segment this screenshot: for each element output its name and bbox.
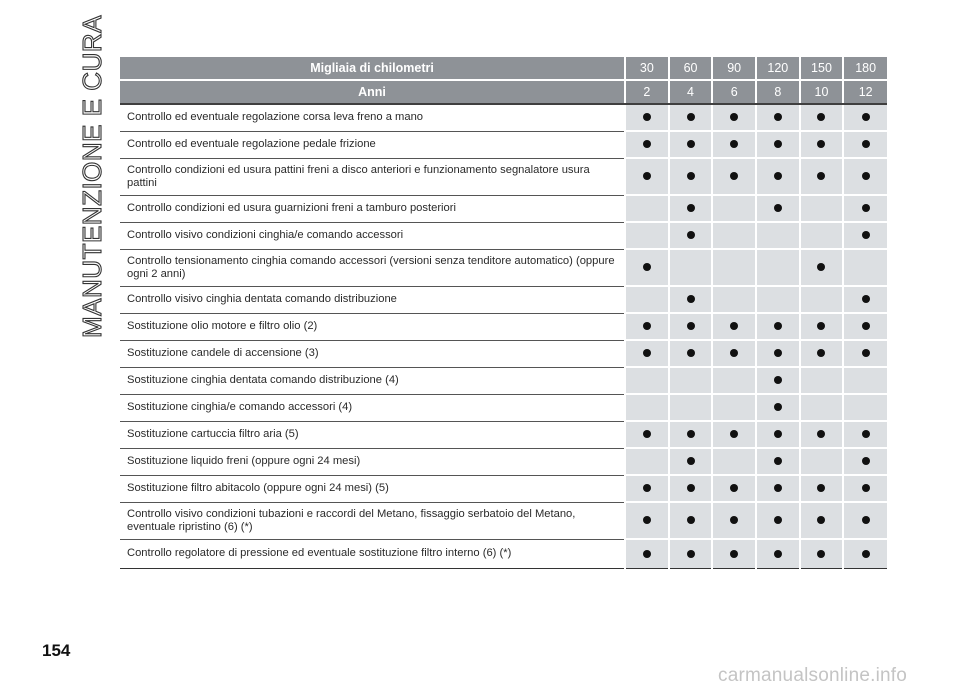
interval-cell	[712, 131, 756, 158]
header-km-value: 60	[669, 57, 713, 80]
interval-cell	[669, 502, 713, 539]
required-dot-icon	[774, 457, 782, 465]
required-dot-icon	[774, 349, 782, 357]
interval-cell	[625, 131, 669, 158]
interval-cell	[843, 195, 887, 222]
interval-cell	[756, 448, 800, 475]
required-dot-icon	[862, 140, 870, 148]
interval-cell	[800, 313, 844, 340]
interval-cell	[800, 286, 844, 313]
required-dot-icon	[817, 516, 825, 524]
maintenance-item-label: Controllo ed eventuale regolazione corsa leva freno a mano	[120, 104, 625, 131]
interval-cell	[843, 367, 887, 394]
interval-cell	[712, 313, 756, 340]
interval-cell	[669, 340, 713, 367]
required-dot-icon	[687, 550, 695, 558]
interval-cell	[669, 539, 713, 568]
interval-cell	[800, 249, 844, 286]
header-years-label: Anni	[120, 80, 625, 104]
maintenance-item-label: Controllo visivo condizioni cinghia/e comando accessori	[120, 222, 625, 249]
required-dot-icon	[774, 140, 782, 148]
required-dot-icon	[774, 550, 782, 558]
interval-cell	[843, 222, 887, 249]
interval-cell	[712, 367, 756, 394]
interval-cell	[800, 539, 844, 568]
required-dot-icon	[817, 349, 825, 357]
interval-cell	[800, 340, 844, 367]
section-side-title	[72, 14, 112, 338]
required-dot-icon	[817, 113, 825, 121]
interval-cell	[756, 367, 800, 394]
required-dot-icon	[687, 113, 695, 121]
interval-cell	[712, 249, 756, 286]
required-dot-icon	[687, 484, 695, 492]
interval-cell	[756, 195, 800, 222]
required-dot-icon	[643, 172, 651, 180]
interval-cell	[625, 222, 669, 249]
required-dot-icon	[643, 550, 651, 558]
interval-cell	[843, 502, 887, 539]
header-year-value: 10	[800, 80, 844, 104]
interval-cell	[712, 394, 756, 421]
interval-cell	[843, 448, 887, 475]
interval-cell	[669, 104, 713, 131]
header-km-value: 150	[800, 57, 844, 80]
header-km-value: 30	[625, 57, 669, 80]
interval-cell	[625, 475, 669, 502]
interval-cell	[712, 340, 756, 367]
required-dot-icon	[862, 231, 870, 239]
required-dot-icon	[862, 484, 870, 492]
maintenance-item-label: Sostituzione cartuccia filtro aria (5)	[120, 421, 625, 448]
required-dot-icon	[862, 550, 870, 558]
interval-cell	[843, 286, 887, 313]
interval-cell	[669, 195, 713, 222]
interval-cell	[625, 249, 669, 286]
maintenance-item-label: Sostituzione olio motore e filtro olio (2)	[120, 313, 625, 340]
interval-cell	[625, 340, 669, 367]
interval-cell	[756, 222, 800, 249]
interval-cell	[843, 421, 887, 448]
interval-cell	[712, 195, 756, 222]
interval-cell	[756, 286, 800, 313]
table-row	[120, 313, 887, 340]
required-dot-icon	[730, 113, 738, 121]
table-row	[120, 367, 887, 394]
required-dot-icon	[643, 322, 651, 330]
interval-cell	[625, 286, 669, 313]
header-year-value: 4	[669, 80, 713, 104]
interval-cell	[756, 313, 800, 340]
interval-cell	[625, 539, 669, 568]
interval-cell	[712, 539, 756, 568]
required-dot-icon	[862, 322, 870, 330]
schedule-body	[120, 104, 887, 568]
table-row	[120, 104, 887, 131]
interval-cell	[669, 448, 713, 475]
interval-cell	[712, 421, 756, 448]
required-dot-icon	[643, 516, 651, 524]
table-row	[120, 222, 887, 249]
required-dot-icon	[817, 550, 825, 558]
header-year-value: 12	[843, 80, 887, 104]
section-title-text: MANUTENZIONE E CURA	[76, 14, 107, 338]
required-dot-icon	[817, 172, 825, 180]
maintenance-item-label: Controllo condizioni ed usura guarnizioni freni a tamburo posteriori	[120, 195, 625, 222]
interval-cell	[756, 340, 800, 367]
interval-cell	[800, 502, 844, 539]
required-dot-icon	[817, 263, 825, 271]
required-dot-icon	[862, 295, 870, 303]
required-dot-icon	[862, 430, 870, 438]
interval-cell	[669, 222, 713, 249]
interval-cell	[800, 195, 844, 222]
interval-cell	[712, 158, 756, 195]
header-year-value: 8	[756, 80, 800, 104]
interval-cell	[756, 249, 800, 286]
header-year-value: 2	[625, 80, 669, 104]
interval-cell	[800, 394, 844, 421]
header-km-value: 90	[712, 57, 756, 80]
required-dot-icon	[643, 140, 651, 148]
interval-cell	[756, 421, 800, 448]
maintenance-item-label: Sostituzione liquido freni (oppure ogni 24 mesi)	[120, 448, 625, 475]
maintenance-item-label: Controllo visivo cinghia dentata comando distribuzione	[120, 286, 625, 313]
table-row	[120, 421, 887, 448]
interval-cell	[756, 539, 800, 568]
header-row-km	[120, 57, 887, 80]
table-row	[120, 286, 887, 313]
page-number: 154	[42, 641, 71, 660]
maintenance-item-label: Sostituzione candele di accensione (3)	[120, 340, 625, 367]
interval-cell	[843, 539, 887, 568]
interval-cell	[756, 158, 800, 195]
table-row	[120, 475, 887, 502]
required-dot-icon	[730, 349, 738, 357]
interval-cell	[625, 421, 669, 448]
interval-cell	[712, 222, 756, 249]
required-dot-icon	[774, 484, 782, 492]
interval-cell	[669, 394, 713, 421]
required-dot-icon	[687, 231, 695, 239]
interval-cell	[800, 222, 844, 249]
interval-cell	[800, 104, 844, 131]
interval-cell	[800, 421, 844, 448]
required-dot-icon	[730, 322, 738, 330]
required-dot-icon	[730, 550, 738, 558]
interval-cell	[712, 502, 756, 539]
table-row	[120, 131, 887, 158]
table-row	[120, 448, 887, 475]
required-dot-icon	[862, 349, 870, 357]
table-row	[120, 539, 887, 568]
required-dot-icon	[862, 172, 870, 180]
header-km-label: Migliaia di chilometri	[120, 57, 625, 80]
table-row	[120, 158, 887, 195]
table-row	[120, 249, 887, 286]
interval-cell	[712, 448, 756, 475]
required-dot-icon	[687, 322, 695, 330]
required-dot-icon	[774, 430, 782, 438]
maintenance-item-label: Controllo condizioni ed usura pattini freni a disco anteriori e funzionamento segnalatore usura pattini	[120, 158, 625, 195]
interval-cell	[843, 131, 887, 158]
maintenance-item-label: Controllo tensionamento cinghia comando accessori (versioni senza tenditore automatico) (oppure ogni 2 anni)	[120, 249, 625, 286]
interval-cell	[843, 394, 887, 421]
interval-cell	[800, 475, 844, 502]
interval-cell	[625, 313, 669, 340]
required-dot-icon	[730, 516, 738, 524]
interval-cell	[800, 448, 844, 475]
required-dot-icon	[643, 349, 651, 357]
required-dot-icon	[687, 349, 695, 357]
table-row	[120, 195, 887, 222]
interval-cell	[712, 286, 756, 313]
interval-cell	[625, 195, 669, 222]
required-dot-icon	[817, 322, 825, 330]
interval-cell	[800, 158, 844, 195]
maintenance-item-label: Sostituzione cinghia/e comando accessori (4)	[120, 394, 625, 421]
required-dot-icon	[730, 140, 738, 148]
maintenance-schedule-table	[120, 57, 887, 569]
interval-cell	[712, 475, 756, 502]
watermark-text: carmanualsonline.info	[718, 665, 908, 686]
maintenance-item-label: Controllo ed eventuale regolazione pedale frizione	[120, 131, 625, 158]
interval-cell	[625, 104, 669, 131]
interval-cell	[669, 131, 713, 158]
interval-cell	[756, 131, 800, 158]
interval-cell	[800, 367, 844, 394]
maintenance-item-label: Controllo visivo condizioni tubazioni e raccordi del Metano, fissaggio serbatoio del Metano, eventuale ripristino (6) (*)	[120, 502, 625, 539]
header-row-years	[120, 80, 887, 104]
interval-cell	[625, 502, 669, 539]
header-km-value: 180	[843, 57, 887, 80]
required-dot-icon	[774, 403, 782, 411]
interval-cell	[756, 104, 800, 131]
required-dot-icon	[643, 430, 651, 438]
required-dot-icon	[862, 516, 870, 524]
table-row	[120, 394, 887, 421]
maintenance-item-label: Sostituzione cinghia dentata comando distribuzione (4)	[120, 367, 625, 394]
required-dot-icon	[774, 376, 782, 384]
required-dot-icon	[817, 430, 825, 438]
interval-cell	[712, 104, 756, 131]
required-dot-icon	[862, 204, 870, 212]
interval-cell	[843, 313, 887, 340]
interval-cell	[843, 104, 887, 131]
required-dot-icon	[643, 263, 651, 271]
interval-cell	[625, 394, 669, 421]
required-dot-icon	[817, 140, 825, 148]
required-dot-icon	[687, 140, 695, 148]
required-dot-icon	[687, 295, 695, 303]
interval-cell	[669, 475, 713, 502]
interval-cell	[669, 313, 713, 340]
required-dot-icon	[774, 322, 782, 330]
header-km-value: 120	[756, 57, 800, 80]
interval-cell	[625, 448, 669, 475]
interval-cell	[625, 158, 669, 195]
maintenance-item-label: Sostituzione filtro abitacolo (oppure ogni 24 mesi) (5)	[120, 475, 625, 502]
required-dot-icon	[862, 113, 870, 121]
interval-cell	[669, 249, 713, 286]
required-dot-icon	[817, 484, 825, 492]
interval-cell	[625, 367, 669, 394]
required-dot-icon	[687, 430, 695, 438]
required-dot-icon	[774, 516, 782, 524]
required-dot-icon	[687, 516, 695, 524]
interval-cell	[756, 394, 800, 421]
interval-cell	[669, 286, 713, 313]
interval-cell	[843, 340, 887, 367]
required-dot-icon	[774, 204, 782, 212]
interval-cell	[843, 475, 887, 502]
required-dot-icon	[643, 484, 651, 492]
required-dot-icon	[687, 204, 695, 212]
interval-cell	[843, 249, 887, 286]
interval-cell	[756, 475, 800, 502]
required-dot-icon	[774, 172, 782, 180]
required-dot-icon	[643, 113, 651, 121]
required-dot-icon	[687, 172, 695, 180]
interval-cell	[669, 367, 713, 394]
table-row	[120, 502, 887, 539]
interval-cell	[669, 421, 713, 448]
header-year-value: 6	[712, 80, 756, 104]
required-dot-icon	[687, 457, 695, 465]
required-dot-icon	[730, 484, 738, 492]
table-row	[120, 340, 887, 367]
interval-cell	[843, 158, 887, 195]
maintenance-item-label: Controllo regolatore di pressione ed eventuale sostituzione filtro interno (6) (*)	[120, 539, 625, 568]
required-dot-icon	[774, 113, 782, 121]
required-dot-icon	[730, 430, 738, 438]
required-dot-icon	[730, 172, 738, 180]
required-dot-icon	[862, 457, 870, 465]
interval-cell	[800, 131, 844, 158]
interval-cell	[669, 158, 713, 195]
interval-cell	[756, 502, 800, 539]
